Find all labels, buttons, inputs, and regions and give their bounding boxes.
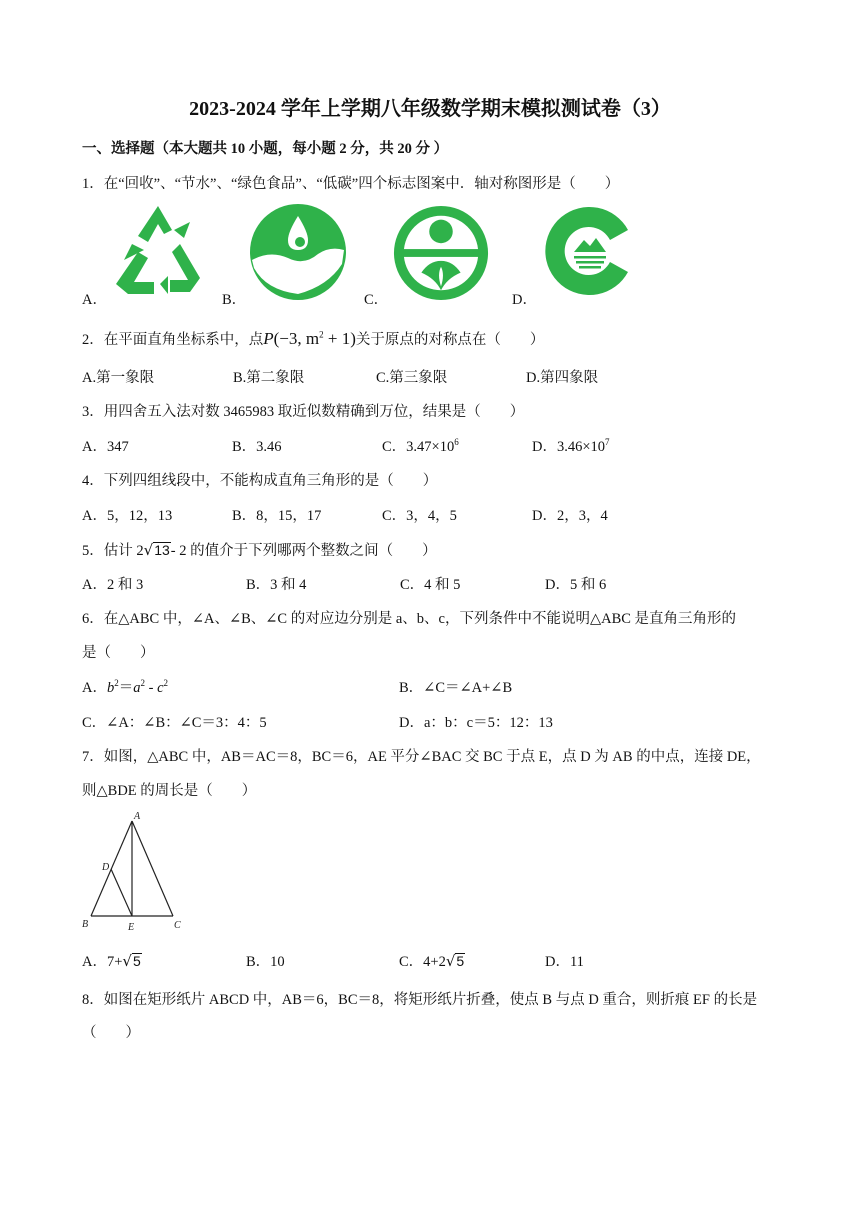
q1-option-d-label: D． — [512, 292, 537, 308]
q5-stem-mid: - 2 的值介于下列哪两个整数之间（ ） — [170, 543, 437, 559]
q3-c-base: C．3.47×10 — [382, 439, 455, 455]
q6-a-c: c — [157, 680, 164, 696]
q6-a-a-sup: 2 — [140, 678, 145, 689]
q6-a-pre: A． — [82, 680, 107, 696]
q5-radicand: 13 — [154, 542, 170, 558]
segment-de — [111, 869, 132, 916]
triangle-figure — [80, 808, 190, 938]
vertex-label-e: E — [128, 922, 135, 933]
radical-sign-icon: √ — [143, 541, 154, 559]
q2-stem-post: 关于原点的对称点在（ ） — [355, 332, 545, 348]
vertex-label-d: D — [102, 862, 110, 873]
question-6-line-1: 6．在△ABC 中，∠A、∠B、∠C 的对应边分别是 a、b、c，下列条件中不能说明△ABC 是直角三角形的 — [82, 611, 737, 627]
question-5-stem — [82, 539, 437, 560]
radical-sign-icon: √ — [445, 952, 456, 970]
q7-c-pre: C．4+2 — [399, 954, 446, 970]
q7-a-pre: A．7+ — [82, 954, 123, 970]
vertex-label-a: A — [134, 811, 141, 822]
q5-stem-pre: 5．估计 2 — [82, 543, 144, 559]
q3-option-c — [382, 435, 459, 456]
q6-option-c: C．∠A：∠B：∠C＝3：4：5 — [82, 715, 267, 731]
question-3-stem: 3．用四舍五入法对数 3465983 取近似数精确到万位，结果是（ ） — [82, 404, 525, 420]
q2-coords-tail: + 1) — [323, 329, 356, 348]
low-carbon-icon — [540, 200, 640, 300]
q3-d-exp: 7 — [605, 437, 610, 448]
q2-point-coords — [274, 329, 356, 348]
q2-option-b: B.第二象限 — [233, 370, 305, 386]
q6-a-eq: ＝ — [118, 680, 134, 696]
q6-a-c-sup: 2 — [163, 678, 169, 689]
q2-point-p: P — [263, 329, 274, 348]
question-7-line-2: 则△BDE 的周长是（ ） — [82, 783, 257, 799]
q2-option-c: C.第三象限 — [376, 370, 448, 386]
q6-a-minus: - — [144, 680, 158, 696]
question-1-stem: 1．在“回收”、“节水”、“绿色食品”、“低碳”四个标志图案中．轴对称图形是（ ） — [82, 176, 620, 192]
page-title: 2023-2024 学年上学期八年级数学期末模拟测试卷（3） — [189, 98, 671, 120]
q1-option-b-label: B． — [222, 292, 247, 308]
q2-coords-body: (−3, m — [273, 329, 320, 348]
question-6-line-2: 是（ ） — [82, 645, 155, 661]
section-heading: 一、选择题（本大题共 10 小题，每小题 2 分，共 20 分 ） — [82, 141, 449, 157]
vertex-label-b: B — [82, 919, 89, 930]
water-saving-icon — [248, 202, 348, 302]
q6-a-b: b — [106, 680, 115, 696]
q2-coords-sup: 2 — [319, 329, 324, 340]
q4-option-d: D．2，3，4 — [532, 508, 608, 524]
q6-option-a — [82, 676, 168, 697]
question-7-line-1: 7．如图，△ABC 中，AB＝AC＝8，BC＝6，AE 平分∠BAC 交 BC 于点 E，点 D 为 AB 的中点，连接 DE， — [82, 749, 761, 765]
q1-option-a-label: A． — [82, 292, 107, 308]
q3-option-a: A．347 — [82, 439, 129, 455]
q5-option-a: A．2 和 3 — [82, 577, 144, 593]
q4-option-c: C．3，4，5 — [382, 508, 457, 524]
question-2-stem — [82, 328, 544, 349]
question-8-line-1: 8．如图在矩形纸片 ABCD 中，AB＝6，BC＝8，将矩形纸片折叠，使点 B 与点 D 重合，则折痕 EF 的长是 — [82, 992, 758, 1008]
q7-option-d: D．11 — [545, 954, 584, 970]
question-8-line-2: （ ） — [82, 1025, 140, 1041]
radical-sign-icon: √ — [122, 952, 132, 970]
q3-option-d — [532, 435, 610, 456]
q7-c-radicand: 5 — [456, 953, 465, 969]
question-4-stem: 4．下列四组线段中，不能构成直角三角形的是（ ） — [82, 473, 438, 489]
vertex-label-c: C — [174, 920, 181, 931]
q7-option-c — [399, 950, 465, 971]
segment-ac — [132, 821, 173, 916]
q2-stem-pre: 2．在平面直角坐标系中，点 — [82, 332, 264, 348]
q2-option-d: D.第四象限 — [526, 370, 599, 386]
q3-d-base: D．3.46×10 — [532, 439, 606, 455]
q2-option-a: A.第一象限 — [82, 370, 155, 386]
q6-a-a: a — [133, 680, 141, 696]
q4-option-b: B．8，15，17 — [232, 508, 322, 524]
q6-option-d: D．a：b：c＝5：12：13 — [399, 715, 553, 731]
q7-option-a — [82, 950, 142, 971]
q5-option-b: B．3 和 4 — [246, 577, 307, 593]
q6-option-b: B．∠C＝∠A+∠B — [399, 680, 513, 696]
q4-option-a: A．5，12，13 — [82, 508, 173, 524]
green-food-icon — [392, 204, 490, 302]
q1-option-c-label: C． — [364, 292, 389, 308]
q3-option-b: B．3.46 — [232, 439, 282, 455]
q6-a-b-sup: 2 — [114, 678, 119, 689]
q7-option-b: B．10 — [246, 954, 285, 970]
q3-c-exp: 6 — [454, 437, 459, 448]
q5-option-c: C．4 和 5 — [400, 577, 461, 593]
recycle-icon — [108, 200, 208, 300]
q5-option-d: D．5 和 6 — [545, 577, 607, 593]
q7-a-radicand: 5 — [132, 953, 141, 969]
